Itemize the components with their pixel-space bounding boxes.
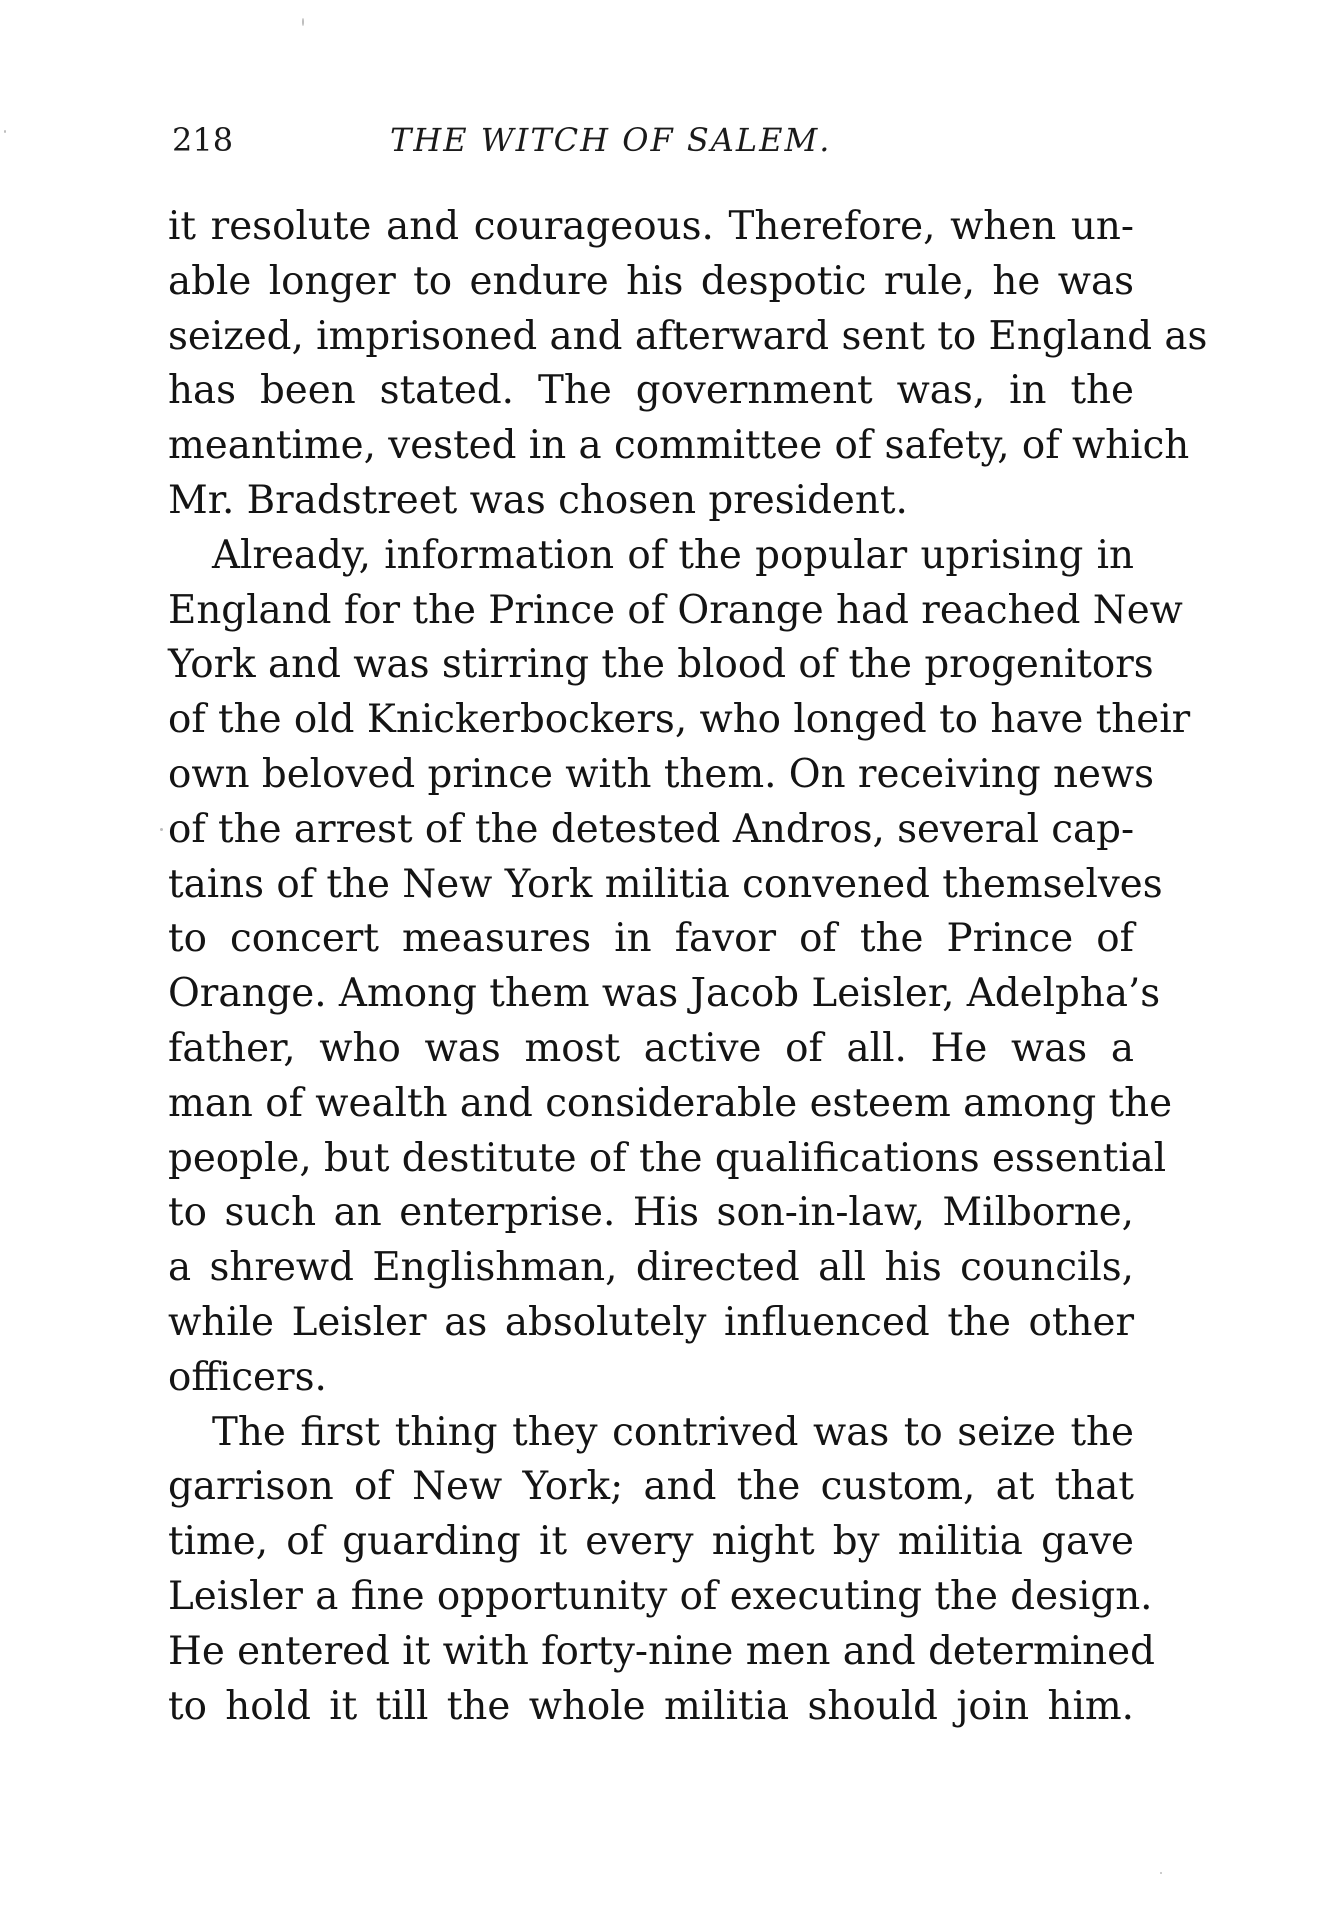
text-line: while Leisler as absolutely influenced the other [168, 1299, 1134, 1345]
body-text [168, 200, 1208, 1734]
text-line: garrison of New York; and the custom, at that [168, 1464, 1134, 1510]
text-line: has been stated. The government was, in the [168, 368, 1134, 414]
text-line: to such an enterprise. His son-in-law, Milborne, [168, 1190, 1134, 1236]
paragraph-3 [168, 1406, 1155, 1735]
text-line: tains of the New York militia convened themselves [168, 861, 1163, 907]
text-line: meantime, vested in a committee of safety, of which [168, 423, 1190, 469]
paragraph-2 [168, 529, 1191, 1406]
text-line: people, but destitute of the qualifications essential [168, 1135, 1167, 1181]
text-line: York and was stirring the blood of the progenitors [168, 642, 1154, 688]
text-line: time, of guarding it every night by militia gave [168, 1519, 1134, 1565]
text-line: it resolute and courageous. Therefore, when un- [168, 204, 1134, 249]
page-header [172, 120, 1172, 180]
text-line: father, who was most active of all. He was a [168, 1025, 1134, 1071]
running-title: THE WITCH OF SALEM. [390, 121, 832, 159]
text-line: He entered it with forty-nine men and determined [168, 1628, 1155, 1674]
text-line: Orange. Among them was Jacob Leisler, Adelpha’s [168, 971, 1161, 1017]
text-line: to hold it till the whole militia should join him. [168, 1683, 1134, 1729]
paper-speck [302, 18, 304, 26]
text-line: Already, information of the popular uprising in [212, 532, 1134, 578]
text-line: a shrewd Englishman, directed all his councils, [168, 1245, 1134, 1291]
text-line: to concert measures in favor of the Prince of [168, 916, 1134, 962]
text-line: England for the Prince of Orange had reached New [168, 587, 1183, 633]
text-line: of the arrest of the detested Andros, several cap- [168, 806, 1135, 852]
text-line: Mr. Bradstreet was chosen president. [168, 477, 908, 523]
text-line: The first thing they contrived was to seize the [212, 1409, 1134, 1455]
text-line: man of wealth and considerable esteem among the [168, 1080, 1173, 1126]
paper-speck [4, 130, 6, 133]
paper-speck [160, 828, 163, 831]
text-line: officers. [168, 1354, 327, 1400]
text-line: able longer to endure his despotic rule, he was [168, 258, 1134, 304]
text-line: of the old Knickerbockers, who longed to have their [168, 697, 1191, 743]
text-line: seized, imprisoned and afterward sent to England as [168, 313, 1208, 359]
page-number: 218 [172, 121, 234, 159]
text-line: own beloved prince with them. On receiving news [168, 751, 1155, 797]
text-line: Leisler a fine opportunity of executing the design. [168, 1573, 1153, 1619]
paragraph-1 [168, 200, 1208, 529]
paper-speck [1160, 1872, 1162, 1874]
